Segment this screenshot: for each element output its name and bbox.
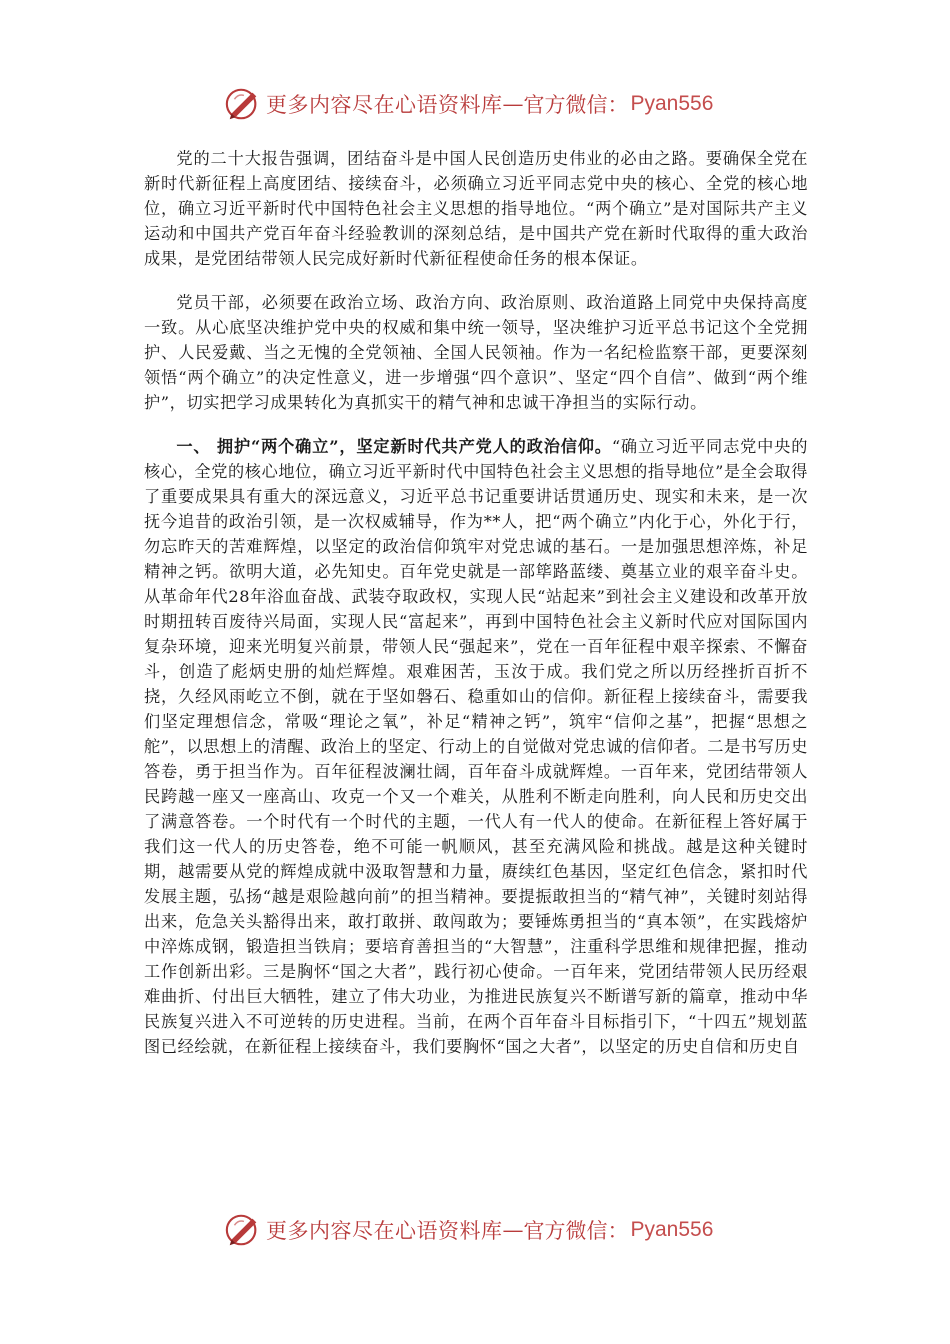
banner-dash: — — [502, 92, 524, 116]
banner-dash: — — [502, 1218, 524, 1242]
section-heading: 一、 拥护“两个确立”，坚定新时代共产党人的政治信仰。 — [176, 437, 612, 456]
document-body — [144, 146, 808, 1059]
footer-banner — [224, 1210, 713, 1250]
banner-title: 更多内容尽在心语资料库 — [266, 1219, 503, 1243]
paragraph-1: 党的二十大报告强调，团结奋斗是中国人民创造历史伟业的必由之路。要确保全党在新时代新征程上高度团结、接续奋斗，必须确立习近平同志党中央的核心、全党的核心地位，确立习近平新时代中国特色社会主义思想的指导地位。“两个确立”是对国际共产主义运动和中国共产党百年奋斗经验教训的深刻总结，是中国共产党在新时代取得的重大政治成果，是党团结带领人民完成好新时代新征程使命任务的根本保证。 — [144, 149, 808, 268]
header-banner — [224, 84, 713, 124]
banner-title: 更多内容尽在心语资料库 — [266, 93, 503, 117]
banner-wechat-label: 官方微信： — [523, 93, 629, 117]
paragraph-2: 党员干部，必须要在政治立场、政治方向、政治原则、政治道路上同党中央保持高度一致。从心底坚决维护党中央的权威和集中统一领导，坚决维护习近平总书记这个全党拥护、人民爱戴、当之无愧的全党领袖、全国人民领袖。作为一名纪检监察干部，更要深刻领悟“两个确立”的决定性意义，进一步增强“四个意识”、坚定“四个自信”、做到“两个维护”，切实把学习成果转化为真抓实干的精气神和忠诚干净担当的实际行动。 — [144, 293, 808, 412]
pen-logo-icon — [224, 1211, 262, 1249]
section-paragraph — [144, 434, 808, 1059]
banner-wechat-id: Pyan556 — [630, 1218, 714, 1241]
banner-wechat-id: Pyan556 — [630, 92, 714, 115]
section-body: “确立习近平同志党中央的核心，全党的核心地位，确立习近平新时代中国特色社会主义思想的指导地位”是全会取得了重要成果具有重大的深远意义，习近平总书记重要讲话贯通历史、现实和未来，是一次抚今追昔的政治引领，是一次权威辅导，作为**人，把“两个确立”内化于心，外化于行，勿忘昨天的苦难辉煌，以坚定的政治信仰筑牢对党忠诚的基石。一是加强思想淬炼，补足精神之钙。欲明大道，必先知史。百年党史就是一部筚路蓝缕、奠基立业的艰辛奋斗史。从革命年代28年浴血奋战、武装夺取政权，实现人民“站起来”到社会主义建设和改革开放时期扭转百废待兴局面，实现人民“富起来”，再到中国特色社会主义新时代应对国际国内复杂环境，迎来光明复兴前景，带领人民“强起来”，党在一百年征程中艰辛探索、不懈奋斗，创造了彪炳史册的灿烂辉煌。艰难困苦，玉汝于成。我们党之所以历经挫折百折不挠，久经风雨屹立不倒，就在于坚如磐石、稳重如山的信仰。新征程上接续奋斗，需要我们坚定理想信念，常吸“理论之氧”，补足“精神之钙”，筑牢“信仰之基”，把握“思想之舵”，以思想上的清醒、政治上的坚定、行动上的自觉做对党忠诚的信仰者。二是书写历史答卷，勇于担当作为。百年征程波澜壮阔，百年奋斗成就辉煌。一百年来，党团结带领人民跨越一座又一座高山、攻克一个又一个难关，从胜利不断走向胜利，向人民和历史交出了满意答卷。一个时代有一个时代的主题，一代人有一代人的使命。在新征程上答好属于我们这一代人的历史答卷，绝不可能一帆顺风，甚至充满风险和挑战。越是这种关键时期，越需要从党的辉煌成就中汲取智慧和力量，赓续红色基因，坚定红色信念，紧扣时代发展主题，弘扬“越是艰险越向前”的担当精神。要提振敢担当的“精气神”，关键时刻站得出来，危急关头豁得出来，敢打敢拼、敢闯敢为；要锤炼勇担当的“真本领”，在实践熔炉中淬炼成钢，锻造担当铁肩；要培育善担当的“大智慧”，注重科学思维和规律把握，推动工作创新出彩。三是胸怀“国之大者”，践行初心使命。一百年来，党团结带领人民历经艰难曲折、付出巨大牺牲，建立了伟大功业，为推进民族复兴不断谱写新的篇章，推动中华民族复兴进入不可逆转的历史进程。当前，在两个百年奋斗目标指引下，“十四五”规划蓝图已经绘就，在新征程上接续奋斗，我们要胸怀“国之大者”，以坚定的历史自信和历史自 — [144, 437, 808, 1056]
banner-wechat-label: 官方微信： — [523, 1219, 629, 1243]
pen-logo-icon — [224, 85, 262, 123]
